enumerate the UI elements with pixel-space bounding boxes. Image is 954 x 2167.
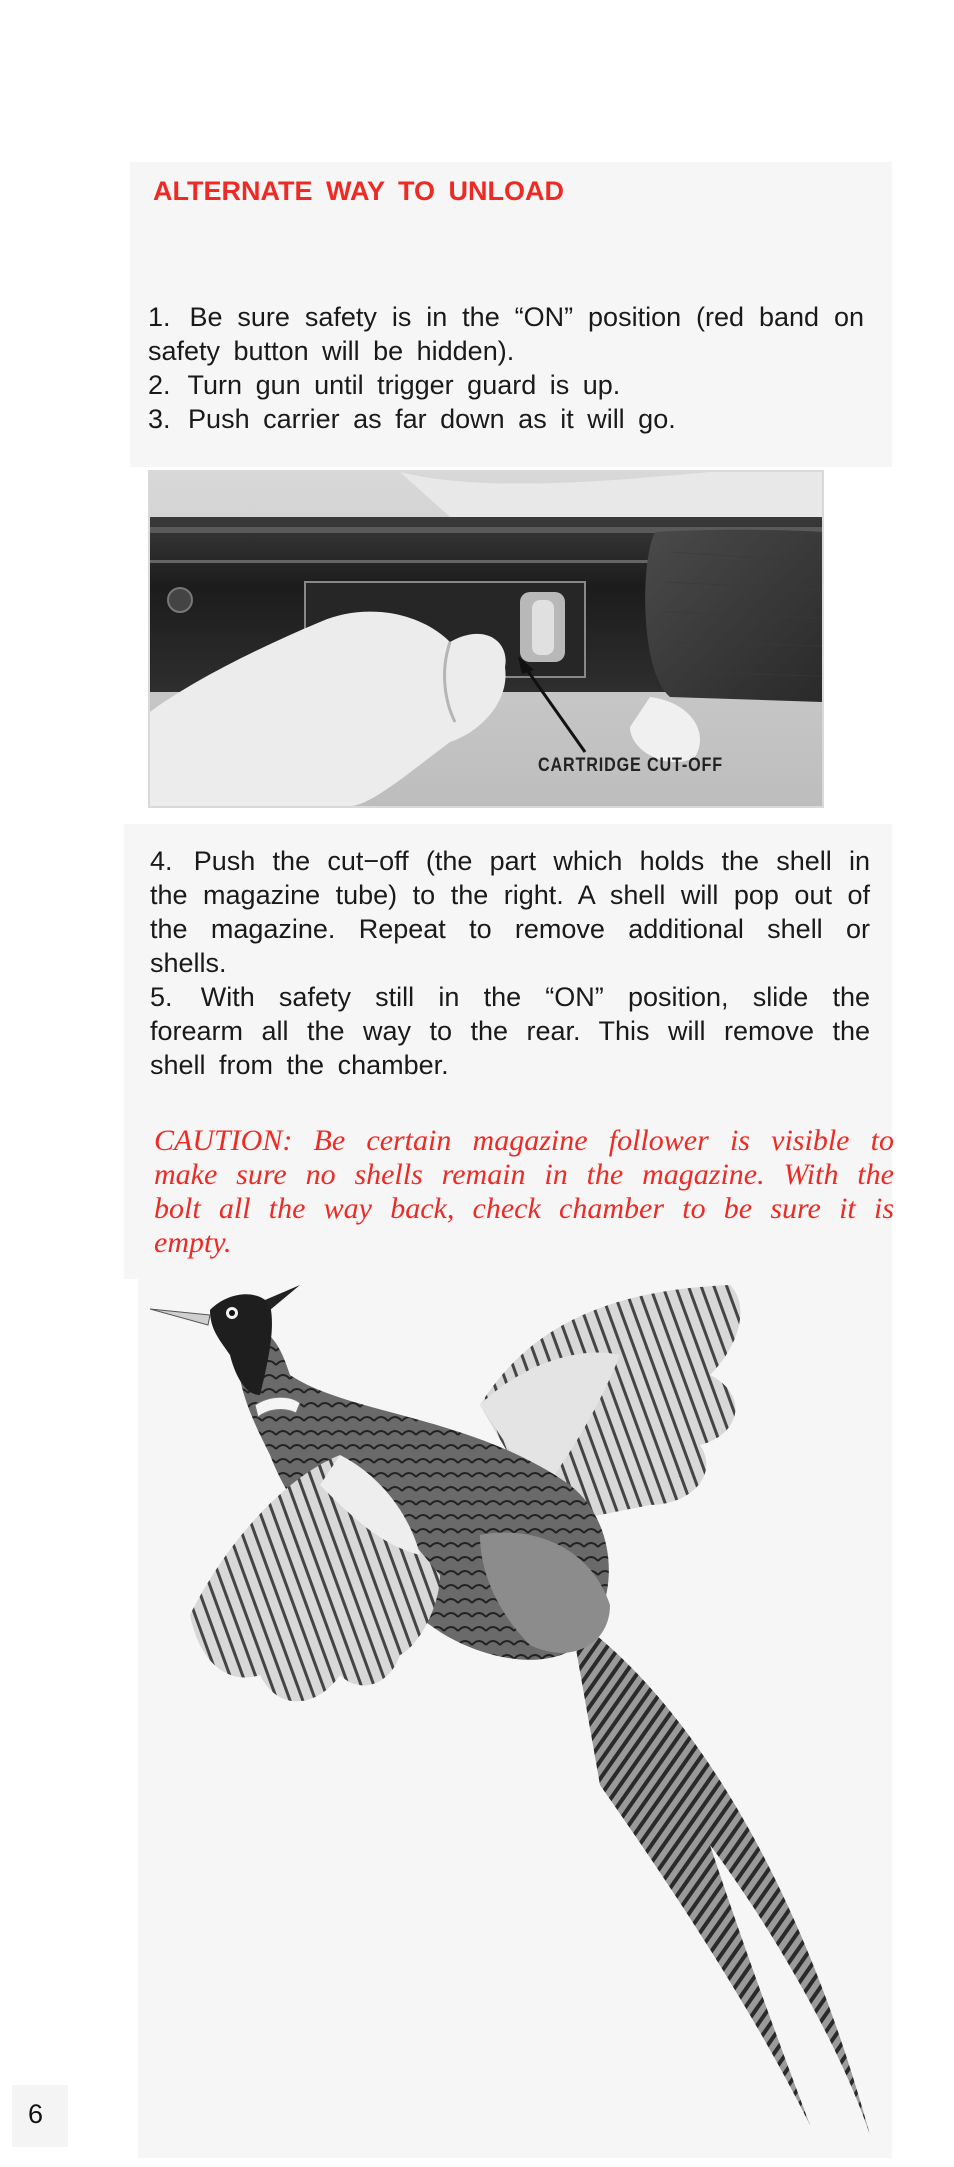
section-heading: ALTERNATE WAY TO UNLOAD <box>153 176 565 206</box>
cartridge-cutoff-photo <box>148 470 824 808</box>
steps-list-part2 <box>150 844 870 1082</box>
step-item: 5. With safety still in the “ON” position, slide the forearm all the way to the rear. This will remove the shell from the chamber. <box>150 982 870 1080</box>
step-item: 1. Be sure safety is in the “ON” position (red band on safety button will be hidden). <box>148 302 864 366</box>
step-item: 2. Turn gun until trigger guard is up. <box>148 370 621 400</box>
step-item: 3. Push carrier as far down as it will go. <box>148 404 676 434</box>
step-item: 4. Push the cut−off (the part which holds the shell in the magazine tube) to the right. A shell will pop out of the magazine. Repeat to remove additional shell or shells. <box>150 846 870 978</box>
pheasant-drawing <box>150 1285 890 2155</box>
photo-caption: CARTRIDGE CUT-OFF <box>538 755 723 776</box>
page-number: 6 <box>28 2099 44 2129</box>
steps-list-part1 <box>148 300 864 436</box>
page-number-box <box>12 2085 68 2147</box>
caution-note: CAUTION: Be certain magazine follower is visible to make sure no shells remain in the magazine. With the bolt all the way back, check chamber to be sure it is empty. <box>154 1124 894 1259</box>
pheasant-illustration <box>150 1285 890 2155</box>
